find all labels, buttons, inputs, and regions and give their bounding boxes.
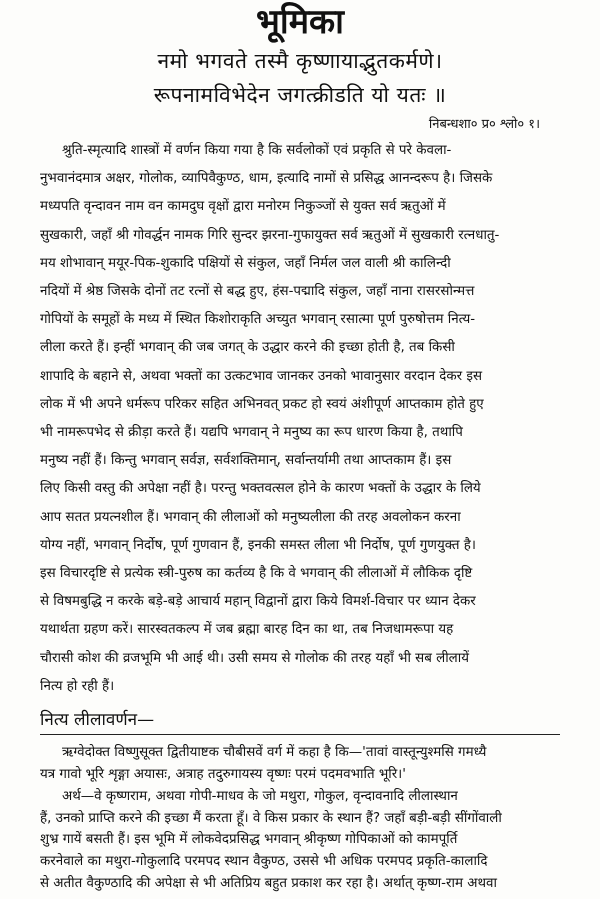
text-line: शुभ्र गायें बसती हैं। इस भूमि में लोकवेदप्रसिद्ध भगवान् श्रीकृष्ण गोपिकाओं को कामपूर्ति <box>40 832 458 848</box>
text-line: गोपियों के समूहों के मध्य में स्थित किशोराकृति अच्युत भगवान् रसात्मा पूर्ण पुरुषोत्तम नित्य- <box>40 312 476 328</box>
text-line: श्रुति-स्मृत्यादि शास्त्रों में वर्णन किया गया है कि सर्वलोकों एवं प्रकृति से परे केवला- <box>62 143 452 158</box>
text-line: मध्यपति वृन्दावन नाम वन कामदुघ वृक्षों द्वारा मनोरम निकुञ्जों से युक्त सर्व ऋतुओं में <box>40 199 446 215</box>
text-line: भी नामरूपभेद से क्रीड़ा करते हैं। यद्यपि भगवान् ने मनुष्य का रूप धारण किया है, तथापि <box>40 425 463 440</box>
text-line: से अतीत वैकुण्ठादि की अपेक्षा से भी अतिप्रिय बहुत प्रकाश कर रहा है। अर्थात् कृष्ण-राम अथवा <box>40 876 497 892</box>
text-line: सुखकारी, जहाँ श्री गोवर्द्धन नामक गिरि सुन्दर झरना-गुफायुक्त सर्व ऋतुओं में सुखकारी रत्नधातु- <box>40 227 500 243</box>
text-line: अर्थ—वे कृष्णराम, अथवा गोपी-माधव के जो मथुरा, गोकुल, वृन्दावनादि लीलास्थान <box>62 788 458 804</box>
text-line: योग्य नहीं, भगवान् निर्दोष, पूर्ण गुणवान हैं, इनकी समस्त लीला भी निर्दोष, पूर्ण गुणयुक्त है। <box>40 537 476 553</box>
text-line: लीला करते हैं। इन्हीं भगवान् की जब जगत् के उद्धार करने की इच्छा होती है, तब किसी <box>40 340 455 356</box>
text-line: मनुष्य नहीं हैं। किन्तु भगवान् सर्वज्ञ, सर्वशक्तिमान्, सर्वान्तर्यामी तथा आप्तकाम हैं। इस <box>40 453 452 469</box>
page-title: भूमिका <box>256 2 344 42</box>
text-line: हैं, उनको प्राप्ति करने की इच्छा मैं करता हूँ। वे किस प्रकार के स्थान हैं? जहाँ बड़ी-बड़ी सींगोंवाली <box>40 810 502 826</box>
text-line: करनेवाले का मथुरा-गोकुलादि परमपद स्थान वैकुण्ठ, उससे भी अधिक परमपद प्रकृति-कालादि <box>40 854 488 870</box>
invocation-verse-line-2: रूपनामविभेदेन जगत्क्रीडति यो यतः ॥ <box>153 83 447 107</box>
text-line: से विषमबुद्धि न करके बड़े-बड़े आचार्य महान् विद्वानों द्वारा किये विमर्श-विचार पर ध्यान देकर <box>40 594 476 610</box>
invocation-verse-line-1: नमो भगवते तस्मै कृष्णायाद्भुतकर्मणे। <box>157 49 443 73</box>
text-line: नदियों में श्रेष्ठ जिसके दोनों तट रत्नों से बद्ध हुए, हंस-पद्मादि संकुल, जहाँ नाना रासरसोन्मत्त <box>40 284 475 299</box>
text-line: ऋग्वेदोक्त विष्णुसूक्त द्वितीयाष्टक चौबीसवें वर्ग में कहा है कि—'तावां वास्तून्युश्मसि गमध्यै <box>62 745 487 760</box>
text-line: नित्य हो रही हैं। <box>40 678 115 694</box>
section-heading: नित्य लीलावर्णन— <box>40 710 155 730</box>
text-line: चौरासी कोश की व्रजभूमि भी आई थी। उसी समय से गोलोक की तरह यहाँ भी सब लीलायें <box>40 650 469 666</box>
text-line: शापादि के बहाने से, अथवा भक्तों का उत्कटभाव जानकर उनको भावानुसार वरदान देकर इस <box>40 368 483 384</box>
verse-reference: निबन्धशा० प्र० श्लो० १। <box>428 117 540 132</box>
text-line: लोक में भी अपने धर्मरूप परिकर सहित अभिनवत् प्रकट हो स्वयं अंशीपूर्ण आप्तकाम होते हुए <box>40 396 484 412</box>
heading-divider <box>40 734 560 735</box>
text-line: यथार्थता ग्रहण करें। सारस्वतकल्प में जब ब्रह्मा बारह दिन का था, तब निजधामरूपा यह <box>40 622 454 638</box>
text-line: यत्र गावो भूरि शृङ्गा अयासः, अत्राह तदुरुगायस्य वृष्णः परमं पदमवभाति भूरि।' <box>40 766 406 782</box>
text-line: मय शोभावान् मयूर-पिक-शुकादि पक्षियों से संकुल, जहाँ निर्मल जल वाली श्री कालिन्दी <box>40 255 451 271</box>
text-line: आप सतत प्रयत्नशील हैं। भगवान् की लीलाओं को मनुष्यलीला की तरह अवलोकन करना <box>40 509 461 525</box>
text-line: नुभवानंदमात्र अक्षर, गोलोक, व्यापिवैकुण्ठ, धाम, इत्यादि नामों से प्रसिद्ध आनन्दरूप है। जिसके <box>40 171 493 187</box>
text-line: लिए किसी वस्तु की अपेक्षा नहीं है। परन्तु भक्तवत्सल होने के कारण भक्तों के उद्धार के लिये <box>40 481 481 497</box>
text-line: इस विचारदृष्टि से प्रत्येक स्त्री-पुरुष का कर्तव्य है कि वे भगवान् की लीलाओं में लौकिक दृष्टि <box>40 566 473 581</box>
